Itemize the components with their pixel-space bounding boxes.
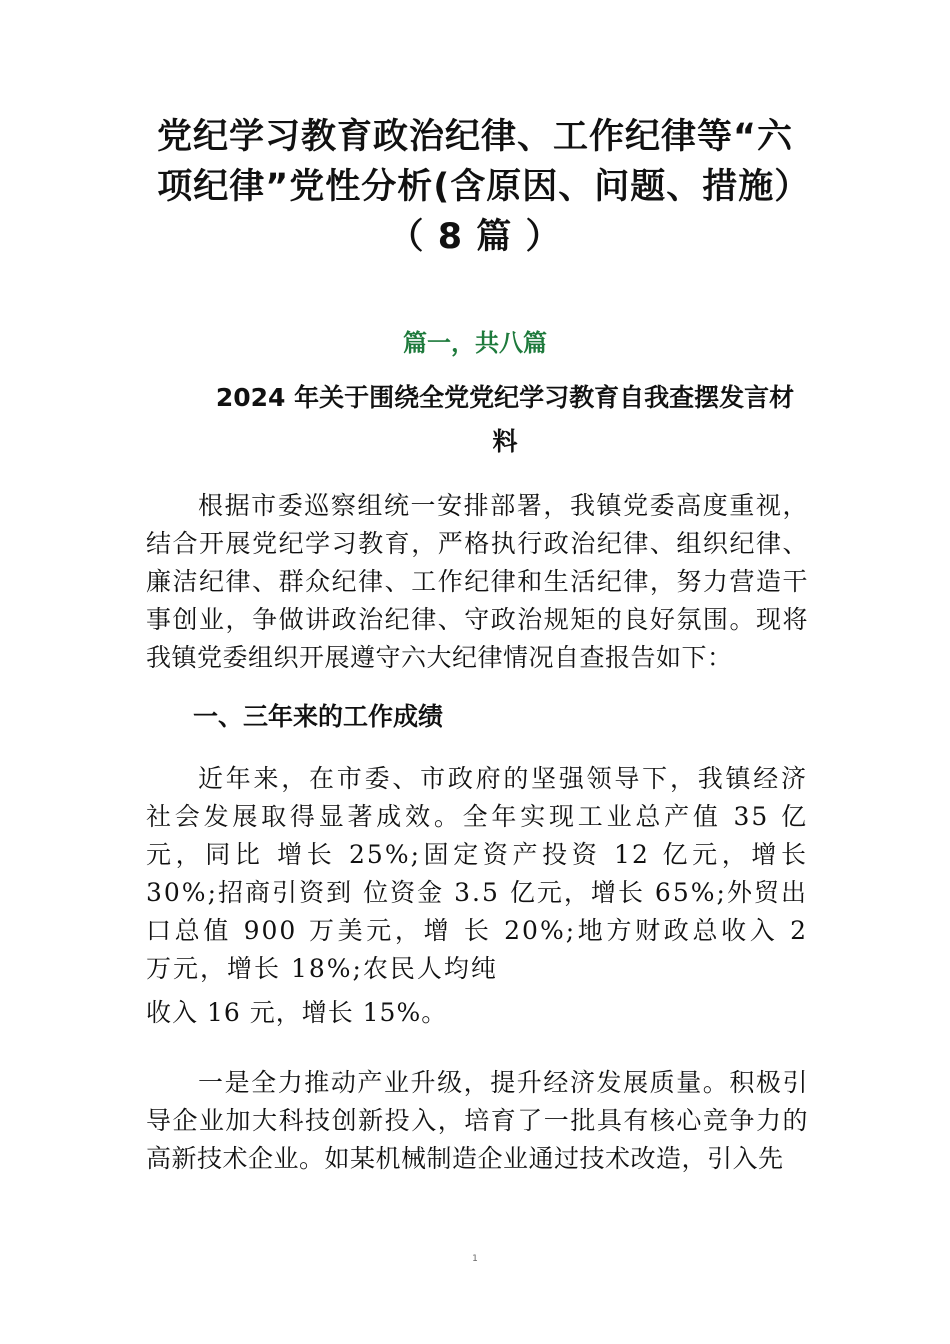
- paragraph-industry-upgrade: 一是全力推动产业升级，提升经济发展质量。积极引导企业加大科技创新投入，培育了一批具有核心竞争力的高新技术企业。如某机械制造企业通过技术改造，引入先: [146, 1068, 808, 1173]
- section-label: 篇一，共八篇: [403, 328, 547, 357]
- paragraph-achievements-tail: 收入 16 元，增长 15%。: [146, 998, 448, 1027]
- article-title: 2024 年关于围绕全党党纪学习教育自我查摆发言材料: [215, 383, 795, 456]
- document-title: 党纪学习教育政治纪律、工作纪律等“六项纪律”党性分析(含原因、问题、措施）（ 8 篇 ）: [156, 117, 793, 257]
- page-number: 1: [472, 1254, 478, 1264]
- section-heading-achievements: 一、三年来的工作成绩: [193, 702, 444, 731]
- paragraph-achievements: 近年来，在市委、市政府的坚强领导下，我镇经济社会发展取得显著成效。全年实现工业总产值 35 亿元，同比 增长 25%;固定资产投资 12 亿元，增长 30%;招商引资到 位资金 3.5 亿元，增长 65%;外贸出口总值 900 万美元，增 长 20%;地方财政总收入 2 万元，增长 18%;农民人均纯: [146, 764, 808, 983]
- paragraph-intro: 根据市委巡察组统一安排部署，我镇党委高度重视，结合开展党纪学习教育，严格执行政治纪律、组织纪律、廉洁纪律、群众纪律、工作纪律和生活纪律，努力营造干事创业，争做讲政治纪律、守政治规矩的良好氛围。现将我镇党委组织开展遵守六大纪律情况自查报告如下：: [146, 491, 808, 672]
